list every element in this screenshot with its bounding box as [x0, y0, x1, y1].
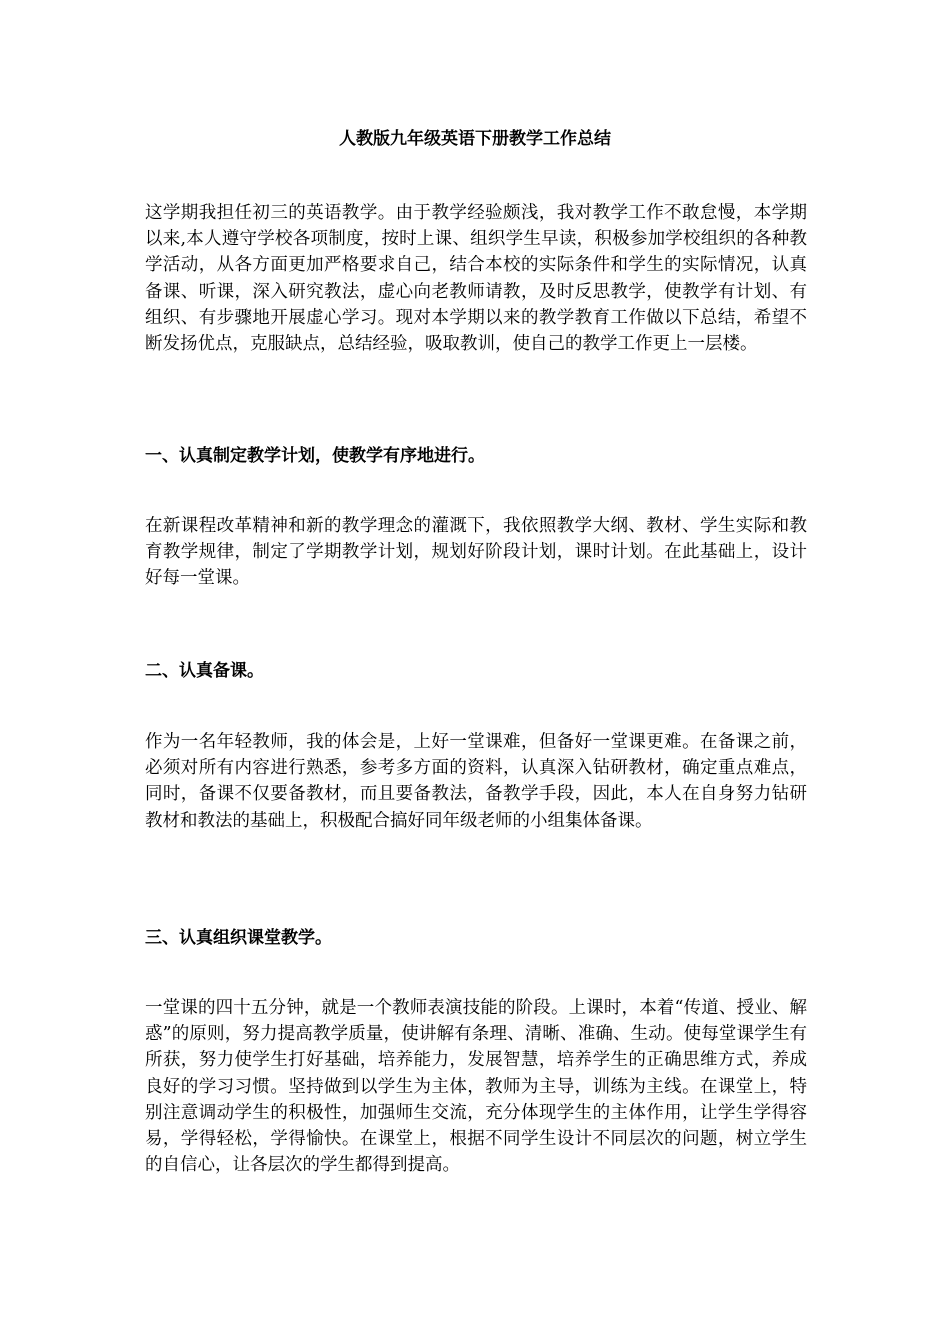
- section-heading-3: 三、认真组织课堂教学。: [145, 928, 332, 948]
- intro-paragraph: 这学期我担任初三的英语教学。由于教学经验颇浅，我对教学工作不敢怠慢，本学期以来,本人遵守学校各项制度，按时上课、组织学生早读，积极参加学校组织的各种教学活动，从各方面更加严格要求自己，结合本校的实际条件和学生的实际情况，认真备课、听课，深入研究教法，虚心向老教师请教，及时反思教学，使教学有计划、有组织、有步骤地开展虚心学习。现对本学期以来的教学教育工作做以下总结，希望不断发扬优点，克服缺点，总结经验，吸取教训，使自己的教学工作更上一层楼。: [145, 203, 807, 355]
- section-body-2: 作为一名年轻教师，我的体会是，上好一堂课难，但备好一堂课更难。在备课之前，必须对所有内容进行熟悉，参考多方面的资料，认真深入钻研教材，确定重点难点，同时，备课不仅要备教材，而且要备教法，备教学手段，因此，本人在自身努力钻研教材和教法的基础上，积极配合搞好同年级老师的小组集体备课。: [145, 732, 807, 831]
- section-body-1: 在新课程改革精神和新的教学理念的灌溉下，我依照教学大纲、教材、学生实际和教育教学规律，制定了学期教学计划，规划好阶段计划，课时计划。在此基础上，设计好每一堂课。: [145, 516, 807, 589]
- section-body-3: 一堂课的四十五分钟，就是一个教师表演技能的阶段。上课时，本着“传道、授业、解惑”的原则，努力提高教学质量，使讲解有条理、清晰、准确、生动。使每堂课学生有所获，努力使学生打好基础，培养能力，发展智慧，培养学生的正确思维方式，养成良好的学习习惯。坚持做到以学生为主体，教师为主导，训练为主线。在课堂上，特别注意调动学生的积极性，加强师生交流，充分体现学生的主体作用，让学生学得容易，学得轻松，学得愉快。在课堂上，根据不同学生设计不同层次的问题，树立学生的自信心，让各层次的学生都得到提高。: [145, 998, 807, 1176]
- section-heading-1: 一、认真制定教学计划，使教学有序地进行。: [145, 446, 485, 466]
- section-heading-2: 二、认真备课。: [145, 661, 264, 681]
- document-title: 人教版九年级英语下册教学工作总结: [339, 129, 611, 149]
